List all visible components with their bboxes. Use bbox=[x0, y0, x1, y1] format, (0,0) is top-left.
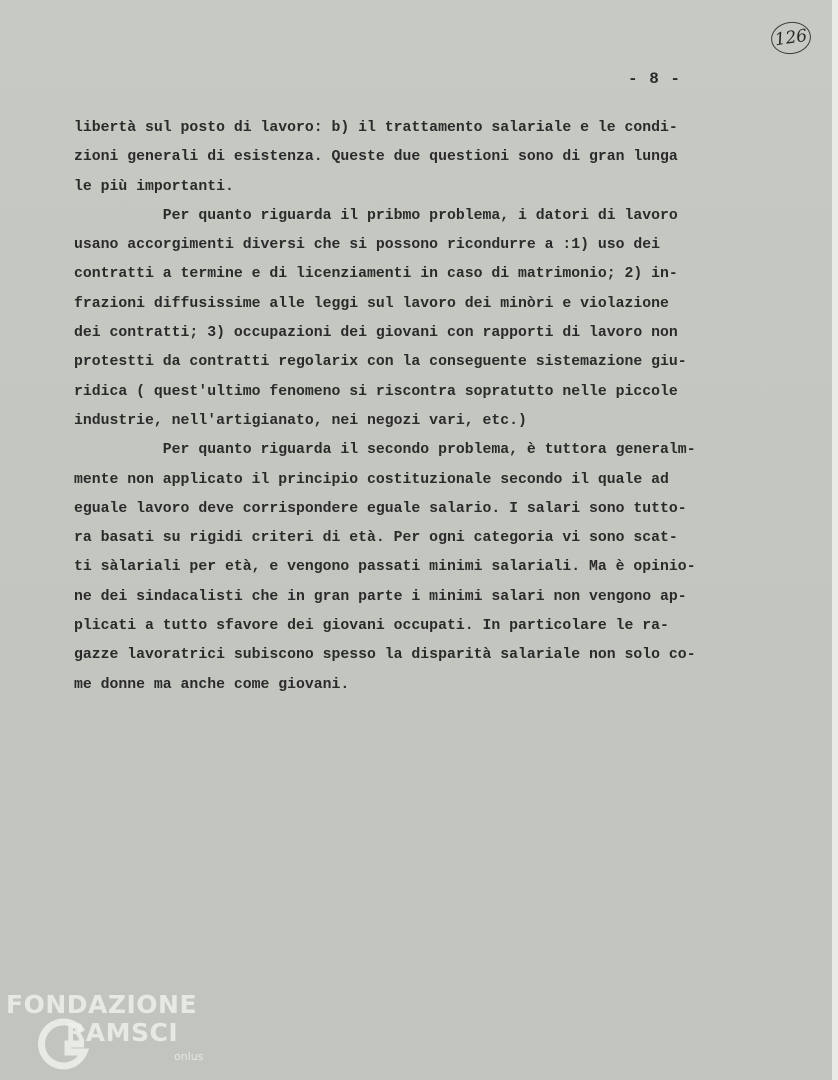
watermark-onlus: onlus bbox=[174, 1050, 204, 1063]
text-line: gazze lavoratrici subiscono spesso la disparità salariale non solo co- bbox=[74, 647, 696, 664]
text-line: ridica ( quest'ultimo fenomeno si riscontra sopratutto nelle piccole bbox=[74, 383, 678, 400]
archive-number-stamp: 126 bbox=[769, 19, 813, 56]
page-edge bbox=[832, 0, 838, 1080]
text-line: industrie, nell'artigianato, nei negozi vari, etc.) bbox=[74, 412, 527, 429]
fondazione-gramsci-watermark bbox=[4, 988, 224, 1078]
page-number: - 8 - bbox=[628, 70, 682, 88]
text-line: me donne ma anche come giovani. bbox=[74, 676, 350, 693]
typed-body-text bbox=[74, 114, 764, 700]
text-line: usano accorgimenti diversi che si possono ricondurre a :1) uso dei bbox=[74, 237, 661, 254]
text-line: Per quanto riguarda il secondo problema, è tuttora generalm- bbox=[74, 442, 696, 459]
text-line: ra basati su rigidi criteri di età. Per ogni categoria vi sono scat- bbox=[74, 530, 678, 547]
text-line: libertà sul posto di lavoro: b) il trattamento salariale e le condi- bbox=[74, 120, 678, 136]
text-line: Per quanto riguarda il pribmo problema, i datori di lavoro bbox=[74, 207, 678, 224]
text-line: dei contratti; 3) occupazioni dei giovani con rapporti di lavoro non bbox=[74, 325, 678, 342]
text-line: protestti da contratti regolarix con la conseguente sistemazione giu- bbox=[74, 354, 687, 371]
text-line: ne dei sindacalisti che in gran parte i minimi salari non vengono ap- bbox=[74, 588, 687, 605]
text-line: ti sàlariali per età, e vengono passati minimi salariali. Ma è opinio- bbox=[74, 559, 696, 576]
text-line: frazioni diffusissime alle leggi sul lavoro dei minòri e violazione bbox=[74, 295, 669, 312]
text-line: zioni generali di esistenza. Queste due questioni sono di gran lunga bbox=[74, 149, 678, 166]
text-line: contratti a termine e di licenziamenti in caso di matrimonio; 2) in- bbox=[74, 266, 678, 283]
text-line: mente non applicato il principio costituzionale secondo il quale ad bbox=[74, 471, 669, 488]
text-line: le più importanti. bbox=[74, 178, 234, 195]
watermark-line1: FONDAZIONE bbox=[6, 990, 198, 1019]
text-line: plicati a tutto sfavore dei giovani occupati. In particolare le ra- bbox=[74, 618, 669, 635]
watermark-line2: RAMSCI bbox=[66, 1018, 179, 1047]
text-line: eguale lavoro deve corrispondere eguale salario. I salari sono tutto- bbox=[74, 500, 687, 517]
